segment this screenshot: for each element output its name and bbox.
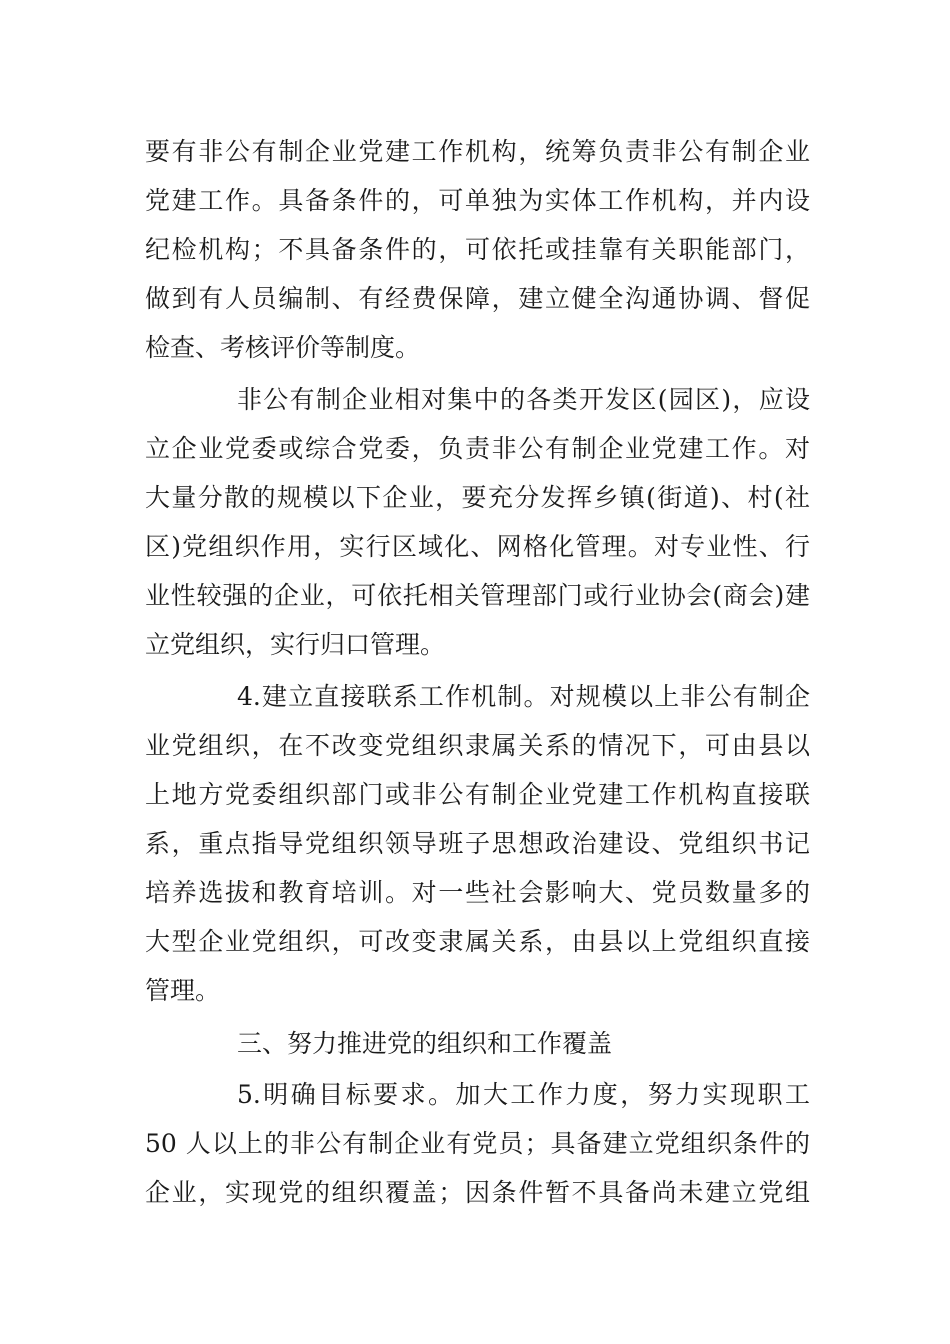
paragraph-line: 业性较强的企业，可依托相关管理部门或行业协会(商会)建: [145, 581, 810, 610]
paragraph-line: 做到有人员编制、有经费保障，建立健全沟通协调、督促: [145, 284, 810, 313]
paragraph-line: 要有非公有制企业党建工作机构，统筹负责非公有制企业: [145, 137, 810, 166]
paragraph-line: 大型企业党组织，可改变隶属关系，由县以上党组织直接: [145, 927, 810, 956]
paragraph-line: 立党组织，实行归口管理。: [145, 630, 446, 659]
section-heading: 三、努力推进党的组织和工作覆盖: [237, 1029, 613, 1058]
paragraph-line: 纪检机构；不具备条件的，可依托或挂靠有关职能部门，: [145, 235, 810, 264]
paragraph-line: 企业，实现党的组织覆盖；因条件暂不具备尚未建立党组: [145, 1178, 810, 1207]
paragraph-line: 非公有制企业相对集中的各类开发区(园区)，应设: [237, 385, 810, 414]
paragraph-line: 50 人以上的非公有制企业有党员；具备建立党组织条件的: [145, 1129, 810, 1158]
paragraph-line: 党建工作。具备条件的，可单独为实体工作机构，并内设: [145, 186, 810, 215]
paragraph-line: 系，重点指导党组织领导班子思想政治建设、党组织书记: [145, 829, 810, 858]
paragraph-line: 培养选拔和教育培训。对一些社会影响大、党员数量多的: [145, 878, 810, 907]
paragraph-line: 管理。: [145, 976, 221, 1005]
paragraph-line: 检查、考核评价等制度。: [145, 333, 421, 362]
paragraph-line: 立企业党委或综合党委，负责非公有制企业党建工作。对: [145, 434, 810, 463]
paragraph-line: 4.建立直接联系工作机制。对规模以上非公有制企: [237, 682, 810, 711]
paragraph-line: 大量分散的规模以下企业，要充分发挥乡镇(街道)、村(社: [145, 483, 810, 512]
paragraph-line: 上地方党委组织部门或非公有制企业党建工作机构直接联: [145, 780, 810, 809]
paragraph-line: 5.明确目标要求。加大工作力度，努力实现职工: [237, 1080, 810, 1109]
paragraph-line: 业党组织，在不改变党组织隶属关系的情况下，可由县以: [145, 731, 810, 760]
paragraph-line: 区)党组织作用，实行区域化、网格化管理。对专业性、行: [145, 532, 810, 561]
